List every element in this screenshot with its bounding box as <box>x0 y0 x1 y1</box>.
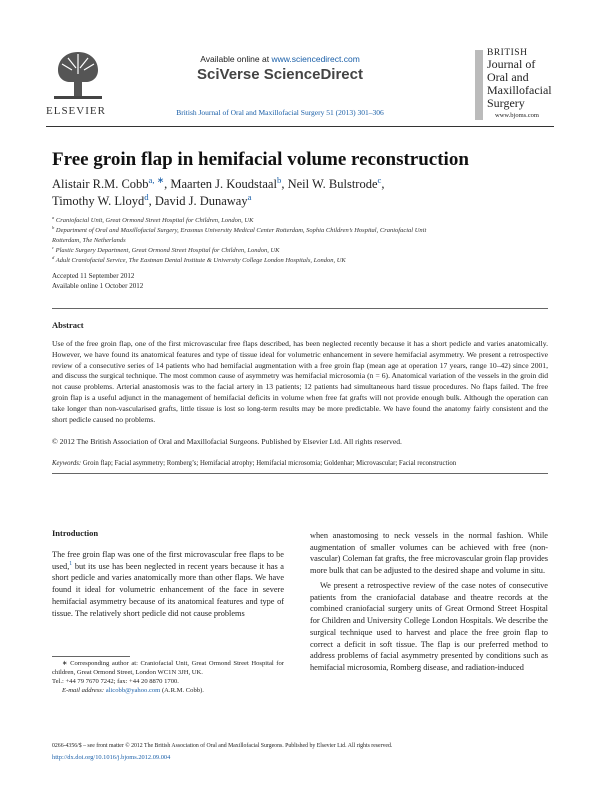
abstract-copyright: © 2012 The British Association of Oral and Maxillofacial Surgeons. Published by Elsevier Ltd. All rights reserved. <box>52 437 402 446</box>
keywords: Keywords: Groin flap; Facial asymmetry; Romberg’s; Hemifacial atrophy; Hemifacial microsomia; Goldenhar; Microvascular; Facial reconstruction <box>52 460 457 467</box>
affiliation-b: $^b$ Department of Oral and Maxillofacial Surgery, Erasmus University Medical Center Rotterdam, Sophia Children’s Hospital, Craniofacial Unit <box>52 224 427 234</box>
author-4: Timothy W. Lloyd <box>52 194 145 208</box>
author-2: , Maarten J. Koudstaal <box>164 177 277 191</box>
email-link[interactable]: alicobb@yahoo.com <box>105 687 161 694</box>
reference-1[interactable]: 1 <box>69 560 73 567</box>
journal-citation[interactable]: British Journal of Oral and Maxillofacial Surgery 51 (2013) 301–306 <box>176 108 384 117</box>
author-5: , David J. Dunaway <box>148 194 248 208</box>
bjoms-url[interactable]: www.bjoms.com <box>495 112 539 119</box>
abstract-top-rule <box>52 308 548 309</box>
affiliations <box>52 216 552 266</box>
publisher-name: ELSEVIER <box>46 105 106 117</box>
elsevier-logo <box>48 44 108 104</box>
affiliation-d: $^d$ Adult Craniofacial Service, The Eastman Dental Institute & University College London Hospitals, London, UK <box>52 254 346 264</box>
author-list: Alistair R.M. Cobb$^{a, ∗}$, Maarten J. Koudstaal$^b$, Neil W. Bulstrode$^c$, Timothy W. Lloyd$^d$, David J. Dunaway$^a$ <box>52 174 385 208</box>
intro-paragraph-left: The free groin flap was one of the first microvascular free flaps to be used,$^1$ but its use has been neglected in recent years because it has a short pedicle and varies anatomically more than other flaps. We have found it ideal for volumetric enhancement of the face in severe hemifacial asymmetry because of its anatomical features and type of tissue. The relatively short pedicle did not cause problems <box>52 550 284 618</box>
issn-line: 0266-4356/$ – see front matter © 2012 The British Association of Oral and Maxillofacial Surgeons. Published by Elsevier Ltd. All rights reserved. <box>52 743 393 749</box>
intro-paragraph-right-2: We present a retrospective review of the case notes of consecutive patients from the craniofacial database and theatre records at the combined craniofacial surgery units of Great Ormond Street Hospital for Children and University College London Hospitals. We describe the surgical technique used to harvest and place the free groin flap to correct a deficit in soft tissue. The flap is our preferred method to address problems of facial asymmetry presented by conditions such as hemifacial microsomia, Romberg disease, and radiation-induced <box>310 581 548 672</box>
author-3: , Neil W. Bulstrode <box>281 177 378 191</box>
doi-link[interactable]: http://dx.doi.org/10.1016/j.bjoms.2012.09.004 <box>52 754 171 761</box>
tree-logo-icon <box>48 44 108 104</box>
online-date: Available online 1 October 2012 <box>52 282 144 290</box>
journal-shield-icon <box>473 50 485 120</box>
sciverse-brand: SciVerse ScienceDirect <box>197 66 363 83</box>
accepted-date: Accepted 11 September 2012 <box>52 272 135 280</box>
abstract-text: Use of the free groin flap, one of the first microvascular free flaps described, has been neglected recently because it has a short pedicle and varies anatomically. However, we have found its anatomical features and type of tissue ideal for volumetric enhancement in severe hemifacial asymmetry. We present a retrospective review of a consecutive series of 14 patients who had hemifacial augmentation with a free groin flap (mean age at operation 17 years, range 10–42) since 2001, and discuss the surgical technique. The most common cause of asymmetry was hemifacial microsomia (n = 6). Anatomical variation of the vessels in the groin did not cause problems. Arterial anastomosis was to the facial artery in 13 patients; 12 patients had simultaneous hard tissue procedures. No flaps failed. The free groin flap is a useful adjunct in the management of hemifacial deficits in volume when free fat grafts will not provide enough bulk. Although the operation can take longer than non-vascularised grafts, little tissue is lost so long-term results may be more predictable. We have found the anatomy fairly consistent and the short pedicle caused no problems. <box>52 339 548 424</box>
affiliation-b-cont: Rotterdam, The Netherlands <box>52 237 126 244</box>
abstract-bottom-rule <box>52 473 548 474</box>
article-title: Free groin flap in hemifacial volume reconstruction <box>52 149 469 170</box>
footnote-rule <box>52 656 130 657</box>
bjoms-logo: BRITISH Journal of Oral and Maxillofacial Surgery www.bjoms.com <box>487 48 562 119</box>
author-1: Alistair R.M. Cobb <box>52 177 149 191</box>
abstract-heading: Abstract <box>52 320 84 330</box>
intro-paragraph-right-1: when anastomosing to neck vessels in the normal fashion. While augmentation of smaller volumes can be achieved with free (non-vascular) Coleman fat grafts, the free microvascular groin flap provides more bulk that can be adjusted to the desired shape and volume in situ. <box>310 531 548 576</box>
corresponding-author-note: ∗ Corresponding author at: Craniofacial Unit, Great Ormond Street Hospital for children, Great Ormond Street, London WC1N 3JH, UK. Tel.: +44 79 7670 7242; fax: +44 20 8870 1700. E-mail address: alicobb@yahoo.com (A.R.M. Cobb). <box>52 660 284 694</box>
affiliation-c: $^c$ Plastic Surgery Department, Great Ormond Street Hospital for Children, London, UK <box>52 244 280 254</box>
affiliation-a: $^a$ Craniofacial Unit, Great Ormond Street Hospital for Children, London, UK <box>52 214 254 224</box>
header-rule <box>46 126 554 127</box>
article-dates <box>52 271 352 291</box>
intro-heading: Introduction <box>52 528 99 538</box>
sciencedirect-link[interactable]: www.sciencedirect.com <box>271 54 360 64</box>
available-online: Available online at www.sciencedirect.com <box>200 54 360 64</box>
